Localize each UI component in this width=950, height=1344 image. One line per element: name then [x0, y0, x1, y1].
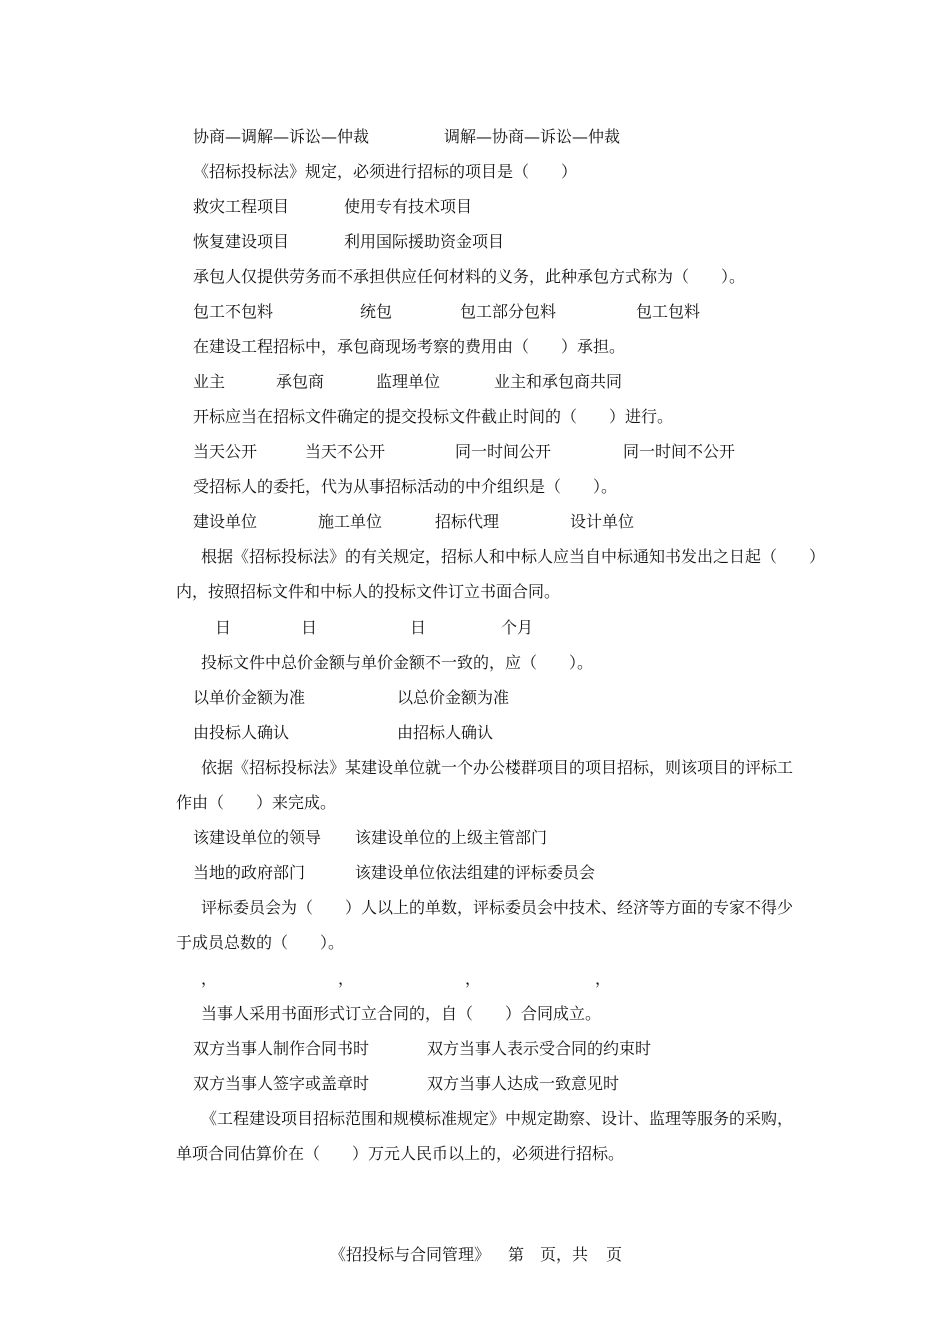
text-line	[0, 547, 950, 567]
text-segment: 于成员总数的（ ）。	[176, 933, 345, 952]
text-line	[0, 267, 950, 287]
text-segment: 业主和承包商共同	[494, 372, 623, 391]
text-segment: 日	[410, 618, 427, 637]
footer-page-separator: 页，共	[540, 1245, 589, 1264]
text-segment: 包工包料	[636, 302, 701, 321]
text-line	[0, 863, 950, 883]
text-line	[0, 232, 950, 252]
page-footer	[0, 1242, 950, 1262]
text-segment: 建设单位	[193, 512, 258, 531]
text-segment: 包工部分包料	[460, 302, 557, 321]
text-segment: 该建设单位的上级主管部门	[355, 828, 548, 847]
text-segment: 同一时间公开	[455, 442, 552, 461]
footer-page-end: 页	[606, 1245, 623, 1264]
text-segment: 依据《招标投标法》某建设单位就一个办公楼群项目的项目招标，则该项目的评标工	[201, 758, 794, 777]
text-segment: 由投标人确认	[193, 723, 290, 742]
text-line	[0, 793, 950, 813]
text-segment: 评标委员会为（ ）人以上的单数，评标委员会中技术、经济等方面的专家不得少	[201, 898, 794, 917]
text-segment: 当天公开	[193, 442, 258, 461]
text-line	[0, 653, 950, 673]
text-segment: 作由（ ）来完成。	[176, 793, 337, 812]
text-segment: 单项合同估算价在（ ）万元人民币以上的，必须进行招标。	[176, 1144, 625, 1163]
text-segment: 承包人仅提供劳务而不承担供应任何材料的义务，此种承包方式称为（ ）。	[193, 267, 746, 286]
text-segment: 《招标投标法》规定，必须进行招标的项目是（ ）	[193, 162, 578, 181]
text-segment: 使用专有技术项目	[344, 197, 473, 216]
text-segment: 该建设单位依法组建的评标委员会	[355, 863, 596, 882]
text-segment: 日	[215, 618, 232, 637]
text-line	[0, 688, 950, 708]
text-segment: 业主	[193, 372, 226, 391]
text-line	[0, 723, 950, 743]
text-line	[0, 372, 950, 392]
text-segment: 以单价金额为准	[193, 688, 306, 707]
text-segment: 救灾工程项目	[193, 197, 290, 216]
footer-page-label: 第	[508, 1245, 525, 1264]
text-line	[0, 1039, 950, 1059]
text-line	[0, 337, 950, 357]
text-segment: 统包	[360, 302, 393, 321]
text-segment: 利用国际援助资金项目	[344, 232, 505, 251]
text-segment: 同一时间不公开	[623, 442, 736, 461]
text-segment: 当天不公开	[305, 442, 386, 461]
text-line	[0, 407, 950, 427]
text-segment: 协商—调解—诉讼—仲裁	[193, 127, 370, 146]
text-line	[0, 442, 950, 462]
text-line	[0, 162, 950, 182]
text-line	[0, 828, 950, 848]
text-segment: 包工不包料	[193, 302, 274, 321]
text-segment: 在建设工程招标中，承包商现场考察的费用由（ ）承担。	[193, 337, 626, 356]
text-segment: 由招标人确认	[397, 723, 494, 742]
text-line	[0, 618, 950, 638]
text-segment: 承包商	[276, 372, 325, 391]
text-line	[0, 969, 950, 989]
text-line	[0, 758, 950, 778]
text-segment: 恢复建设项目	[193, 232, 290, 251]
text-line	[0, 477, 950, 497]
text-segment: ，	[338, 969, 355, 988]
text-line	[0, 197, 950, 217]
text-segment: 日	[301, 618, 318, 637]
text-line	[0, 1109, 950, 1129]
text-line	[0, 1074, 950, 1094]
text-line	[0, 302, 950, 322]
text-segment: 调解—协商—诉讼—仲裁	[444, 127, 621, 146]
text-line	[0, 582, 950, 602]
text-segment: 双方当事人制作合同书时	[193, 1039, 370, 1058]
text-segment: 该建设单位的领导	[193, 828, 322, 847]
text-line	[0, 933, 950, 953]
text-segment: 受招标人的委托，代为从事招标活动的中介组织是（ ）。	[193, 477, 618, 496]
text-segment: ，	[595, 969, 612, 988]
text-segment: 双方当事人表示受合同的约束时	[427, 1039, 652, 1058]
text-segment: 当事人采用书面形式订立合同的，自（ ）合同成立。	[201, 1004, 602, 1023]
text-line	[0, 1144, 950, 1164]
text-segment: 当地的政府部门	[193, 863, 306, 882]
text-segment: 根据《招标投标法》的有关规定，招标人和中标人应当自中标通知书发出之日起（ ）	[201, 547, 826, 566]
footer-book-title: 《招投标与合同管理》	[330, 1245, 491, 1264]
text-segment: 监理单位	[376, 372, 441, 391]
text-segment: 《工程建设项目招标范围和规模标准规定》中规定勘察、设计、监理等服务的采购，	[201, 1109, 794, 1128]
text-segment: 以总价金额为准	[397, 688, 510, 707]
text-line	[0, 512, 950, 532]
text-segment: 个月	[501, 618, 534, 637]
text-segment: 双方当事人签字或盖章时	[193, 1074, 370, 1093]
text-segment: ，	[465, 969, 482, 988]
text-segment: ，	[201, 969, 218, 988]
text-segment: 投标文件中总价金额与单价金额不一致的，应（ ）。	[201, 653, 594, 672]
text-segment: 双方当事人达成一致意见时	[427, 1074, 620, 1093]
text-line	[0, 1004, 950, 1024]
text-segment: 内，按照招标文件和中标人的投标文件订立书面合同。	[176, 582, 561, 601]
text-segment: 施工单位	[318, 512, 383, 531]
text-line	[0, 898, 950, 918]
text-segment: 招标代理	[435, 512, 500, 531]
text-line	[0, 127, 950, 147]
text-segment: 设计单位	[570, 512, 635, 531]
text-segment: 开标应当在招标文件确定的提交投标文件截止时间的（ ）进行。	[193, 407, 674, 426]
